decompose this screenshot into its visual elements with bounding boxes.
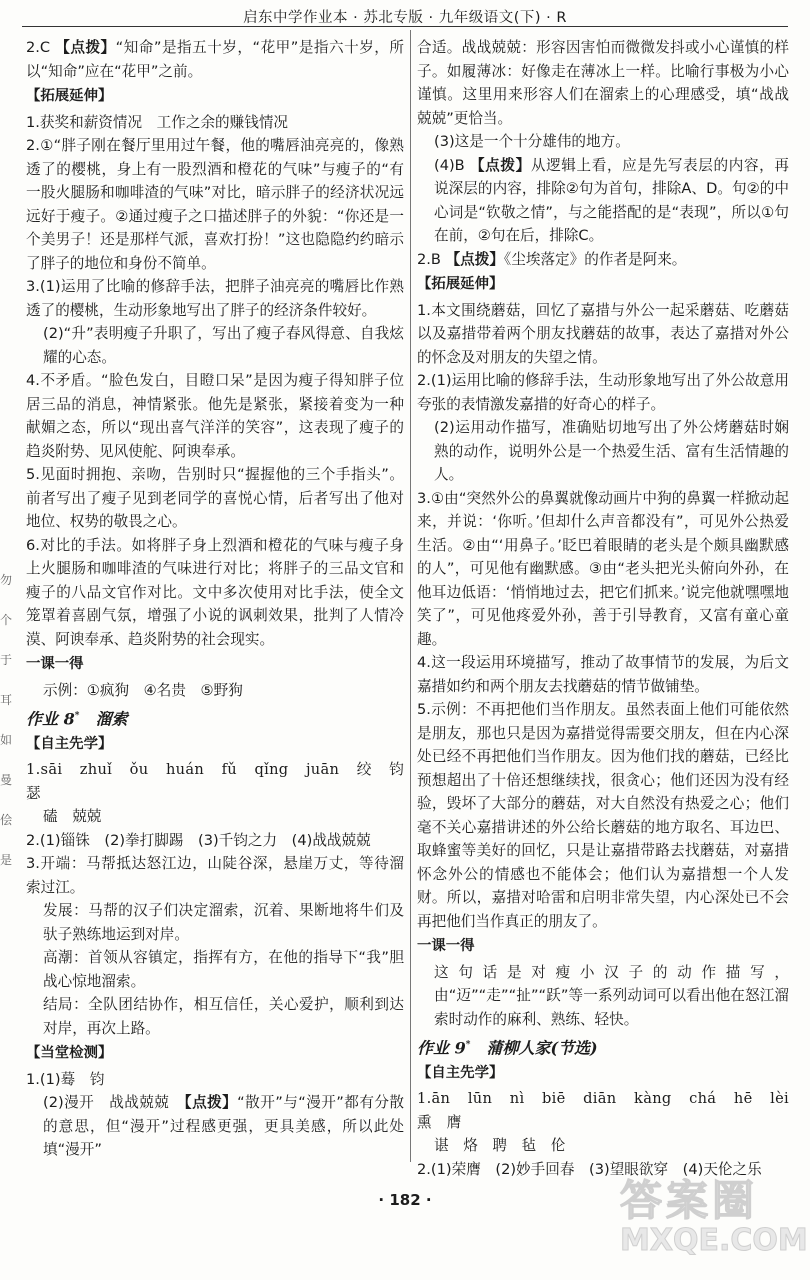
answer-paragraph xyxy=(26,36,404,83)
answer-paragraph xyxy=(417,961,789,1032)
section-heading: 【拓展延伸】 xyxy=(417,276,504,292)
pinyin-line xyxy=(26,758,419,805)
homework-mark: * xyxy=(74,711,80,721)
answer-text: 合适。战战兢兢：形容因害怕而微微发抖或小心谨慎的样子。如履薄冰：好像走在薄冰上一样。比喻行事极为小心谨慎。这里用来形容人们在溜索上的心理感受，填“战战兢兢”更恰当。 xyxy=(417,39,789,127)
answer-paragraph xyxy=(417,698,789,933)
homework-title xyxy=(26,705,404,731)
pinyin-line xyxy=(417,1087,804,1134)
edge-char: 个 xyxy=(0,613,13,627)
edge-char: 是 xyxy=(0,853,13,867)
answer-label: (4)B xyxy=(434,156,470,174)
homework-number: 作业 8 xyxy=(26,709,75,729)
answer-text: 3.①由“突然外公的鼻翼就像动画片中狗的鼻翼一样掀动起来，并说：‘你听。’但却什么声音都没有”，可见外公热爱生活。②由“‘用鼻子。’眨巴着眼睛的老头是个颇具幽默感的人”，可见他有幽默感。③由“老头把光头俯向外孙，在他耳边低语：‘悄悄地过去，把它们抓来。’说完他就嘿嘿地笑了”，可见他疼爱外孙，善于引导教育，又富有童心童趣。 xyxy=(417,489,789,648)
answer-paragraph xyxy=(26,534,404,652)
section-heading: 【拓展延伸】 xyxy=(26,88,113,104)
page-header xyxy=(0,4,810,26)
header-rule xyxy=(22,26,788,27)
section-heading: 【当堂检测】 xyxy=(26,1045,113,1062)
answer-text: 5.示例：不再把他们当作朋友。虽然表面上他们可能依然是朋友，那也只是因为嘉措觉得需要交朋友，但在内心深处已经不再把他们当作朋友。因为他们找的蘑菇，已经比预想超出了十倍还想继续找，很贪心；他们还因为没有经验，毁坏了大部分的蘑菇，对大自然没有热爱之心；他们毫不关心嘉措讲述的外公给长蘑菇的地方取名、耳边巴、取蜂蜜等美好的回忆，只是让嘉措带路去找蘑菇，对嘉措怀念外公的情感也不能体会；他们认为嘉措想一个人发财。所以，嘉措对哈雷和启明非常失望，内心深处已不会再把他们当作真正的朋友了。 xyxy=(417,701,789,930)
watermark-logo xyxy=(620,1176,808,1266)
answer-text: 1.本文围绕蘑菇，回忆了嘉措与外公一起采蘑菇、吃蘑菇以及嘉措带着两个朋友找蘑菇的故事，表达了嘉措对外公的怀念及对朋友的失望之情。 xyxy=(417,301,789,366)
hint-tag: 【点拨】 xyxy=(184,1094,238,1112)
answer-text: 5.见面时拥抱、亲吻，告别时只“握握他的三个手指头”。前者写出了瘦子见到老同学的喜悦心情，后者写出了他对地位、权势的敬畏之心。 xyxy=(26,466,404,530)
left-column xyxy=(26,36,419,1162)
answer-paragraph xyxy=(417,248,789,272)
edge-char: 曼 xyxy=(0,773,13,787)
hint-tag: 【点拨】 xyxy=(55,39,116,56)
answer-paragraph xyxy=(26,369,404,463)
answer-label: (2)漫开 战战兢兢 xyxy=(43,1094,185,1112)
answer-paragraph xyxy=(26,275,404,322)
answer-text: “散开”与“漫开”都有分散的意思，但“漫开”过程感更强，更具美感，所以此处填“漫开” xyxy=(43,1094,404,1159)
answer-text: 1.(1)蓦 钧 xyxy=(26,1070,105,1088)
answer-text: 《尘埃落定》的作者是阿来。 xyxy=(503,250,687,268)
answer-text: 谌 烙 聘 毡 伦 xyxy=(434,1137,566,1155)
answer-paragraph xyxy=(26,899,404,946)
answer-paragraph xyxy=(26,852,404,899)
answer-paragraph xyxy=(26,322,404,369)
section-heading: 【自主先学】 xyxy=(26,735,113,752)
answer-paragraph xyxy=(417,299,789,370)
homework-lesson: 蒲柳人家(节选) xyxy=(486,1038,598,1058)
answer-paragraph xyxy=(26,805,404,829)
answer-text: 6.对比的手法。如将胖子身上烈酒和橙花的气味与瘦子身上火腿肠和咖啡渣的气味进行对比；将胖子的三品文官和瘦子的八品文官作对比。文中多次使用对比手法，使全文笼罩着喜剧气氛，增强了小说的讽刺效果，批判了人情冷漠、阿谀奉承、趋炎附势的社会现实。 xyxy=(26,536,404,648)
answer-text: 2.(1)锱铢 (2)拳打脚踢 (3)千钧之力 (4)战战兢兢 xyxy=(26,831,371,849)
answer-paragraph xyxy=(417,130,789,154)
answer-text: 2.(1)荣膺 (2)妙手回春 (3)望眼欲穿 (4)天伦之乐 xyxy=(417,1160,762,1178)
answer-text: 1.sāi zhuǐ ǒu huán fǔ qǐng juān 绞 钧 瑟 xyxy=(26,761,419,802)
header-title: 启东中学作业本 · 苏北专版 · 九年级语文(下) · R xyxy=(243,10,567,26)
answer-paragraph xyxy=(26,463,404,534)
section-heading: 【自主先学】 xyxy=(417,1064,504,1081)
answer-text: 3.(1)运用了比喻的修辞手法，把胖子油亮亮的嘴唇比作熟透了的樱桃，生动形象地写出了胖子的经济条件较好。 xyxy=(26,278,404,319)
answer-text: 这句话是对瘦小汉子的动作描写，由“迈”“走”“扯”“跃”等一系列动词可以看出他在怒江溜索时动作的麻利、熟练、轻快。 xyxy=(434,963,789,1028)
right-column xyxy=(417,36,804,1181)
answer-text: “知命”是指五十岁，“花甲”是指六十岁，所以“知命”应在“花甲”之前。 xyxy=(26,39,404,80)
answer-text: 从逻辑上看，应是先写表层的内容，再说深层的内容，排除②句为首句，排除A、D。句②的中心词是“钦敬之情”，与之能搭配的是“表现”，所以①句在前，②句在后，排除C。 xyxy=(434,156,789,244)
column-divider xyxy=(410,30,411,1162)
answer-text: (2)“升”表明瘦子升职了，写出了瘦子春风得意、自我炫耀的心态。 xyxy=(43,325,404,366)
answer-text: 4.这一段运用环境描写，推动了故事情节的发展，为后文嘉措如约和两个朋友去找蘑菇的情节做铺垫。 xyxy=(417,654,789,695)
section-heading: 一课一得 xyxy=(26,656,84,672)
hint-tag: 【点拨】 xyxy=(469,156,531,174)
answer-text: 高潮：首领从容镇定，指挥有方，在他的指导下“我”胆战心惊地溜索。 xyxy=(43,949,404,990)
homework-number: 作业 9 xyxy=(417,1038,466,1058)
watermark-url: MXQE.COM xyxy=(620,1223,808,1258)
watermark-text: 答案圈 xyxy=(620,1176,759,1225)
answer-paragraph xyxy=(26,679,404,703)
homework-mark: * xyxy=(465,1040,471,1050)
answer-paragraph xyxy=(26,111,404,135)
edge-char: 如 xyxy=(0,733,13,747)
answer-paragraph xyxy=(26,829,404,853)
answer-text: 1.获奖和薪资情况 工作之余的赚钱情况 xyxy=(26,113,289,131)
answer-paragraph xyxy=(26,993,404,1040)
answer-text: 示例：①疯狗 ④名贵 ⑤野狗 xyxy=(43,681,243,699)
answer-paragraph xyxy=(417,487,789,652)
answer-paragraph xyxy=(417,651,789,698)
answer-text: (2)运用动作描写，准确贴切地写出了外公烤蘑菇时娴熟的动作，说明外公是一个热爱生活、富有生活情趣的人。 xyxy=(434,419,789,483)
answer-text: (3)这是一个十分雄伟的地方。 xyxy=(434,133,630,150)
answer-paragraph xyxy=(417,36,789,130)
answer-text: 1.ān lūn nì biē diān kàng chá hē lèi 熏 膺 xyxy=(417,1090,804,1131)
answer-text: 结局：全队团结协作，相互信任，关心爱护，顺利到达对岸，再次上路。 xyxy=(43,996,404,1037)
answer-text: 3.开端：马帮抵达怒江边，山陡谷深，悬崖万丈，等待溜索过江。 xyxy=(26,855,404,896)
answer-text: 2.①“胖子刚在餐厅里用过午餐，他的嘴唇油亮亮的，像熟透了的樱桃，身上有一股烈酒和橙花的气味”与瘦子的“有一股火腿肠和咖啡渣的气味”对比，暗示胖子的经济状况远远好于瘦子。②通过瘦子之口描述胖子的外貌：“你还是一个美男子！还是那样气派，喜欢打扮！”这也隐隐约约暗示了胖子的地位和身份不简单。 xyxy=(26,137,404,272)
edge-char: 于 xyxy=(0,653,13,667)
answer-text: 2.(1)运用比喻的修辞手法，生动形象地写出了外公故意用夸张的表情激发嘉措的好奇心的样子。 xyxy=(417,372,789,413)
answer-paragraph xyxy=(26,946,404,993)
cropped-edge-marks xyxy=(0,560,13,880)
answer-paragraph xyxy=(417,369,789,416)
hint-tag: 【点拨】 xyxy=(445,250,504,268)
answer-paragraph xyxy=(417,1134,789,1158)
homework-title xyxy=(417,1034,789,1060)
edge-char: 侩 xyxy=(0,813,13,827)
answer-label: 2.B xyxy=(417,250,446,268)
answer-paragraph xyxy=(26,1068,404,1092)
answer-text: 磕 兢兢 xyxy=(43,808,102,826)
answer-text: 发展：马帮的汉子们决定溜索，沉着、果断地将牛们及驮子熟练地运到对岸。 xyxy=(43,902,404,943)
edge-char: 勿 xyxy=(0,573,13,587)
homework-lesson: 溜索 xyxy=(95,709,128,729)
answer-label: 2.C xyxy=(26,39,56,56)
answer-text: 4.不矛盾。“脸色发白，目瞪口呆”是因为瘦子得知胖子位居三品的消息，神情紧张。他先是紧张，紧接着变为一种献媚之态，所以“现出喜气洋洋的笑容”，这表现了瘦子的趋炎附势、见风使舵、阿谀奉承。 xyxy=(26,372,404,460)
answer-paragraph xyxy=(26,1091,404,1162)
answer-paragraph xyxy=(417,416,789,487)
answer-paragraph xyxy=(417,154,789,248)
page-number: · 182 · xyxy=(378,1191,432,1209)
edge-char: 耳 xyxy=(0,693,13,707)
section-heading: 一课一得 xyxy=(417,938,475,954)
answer-paragraph xyxy=(26,134,404,275)
